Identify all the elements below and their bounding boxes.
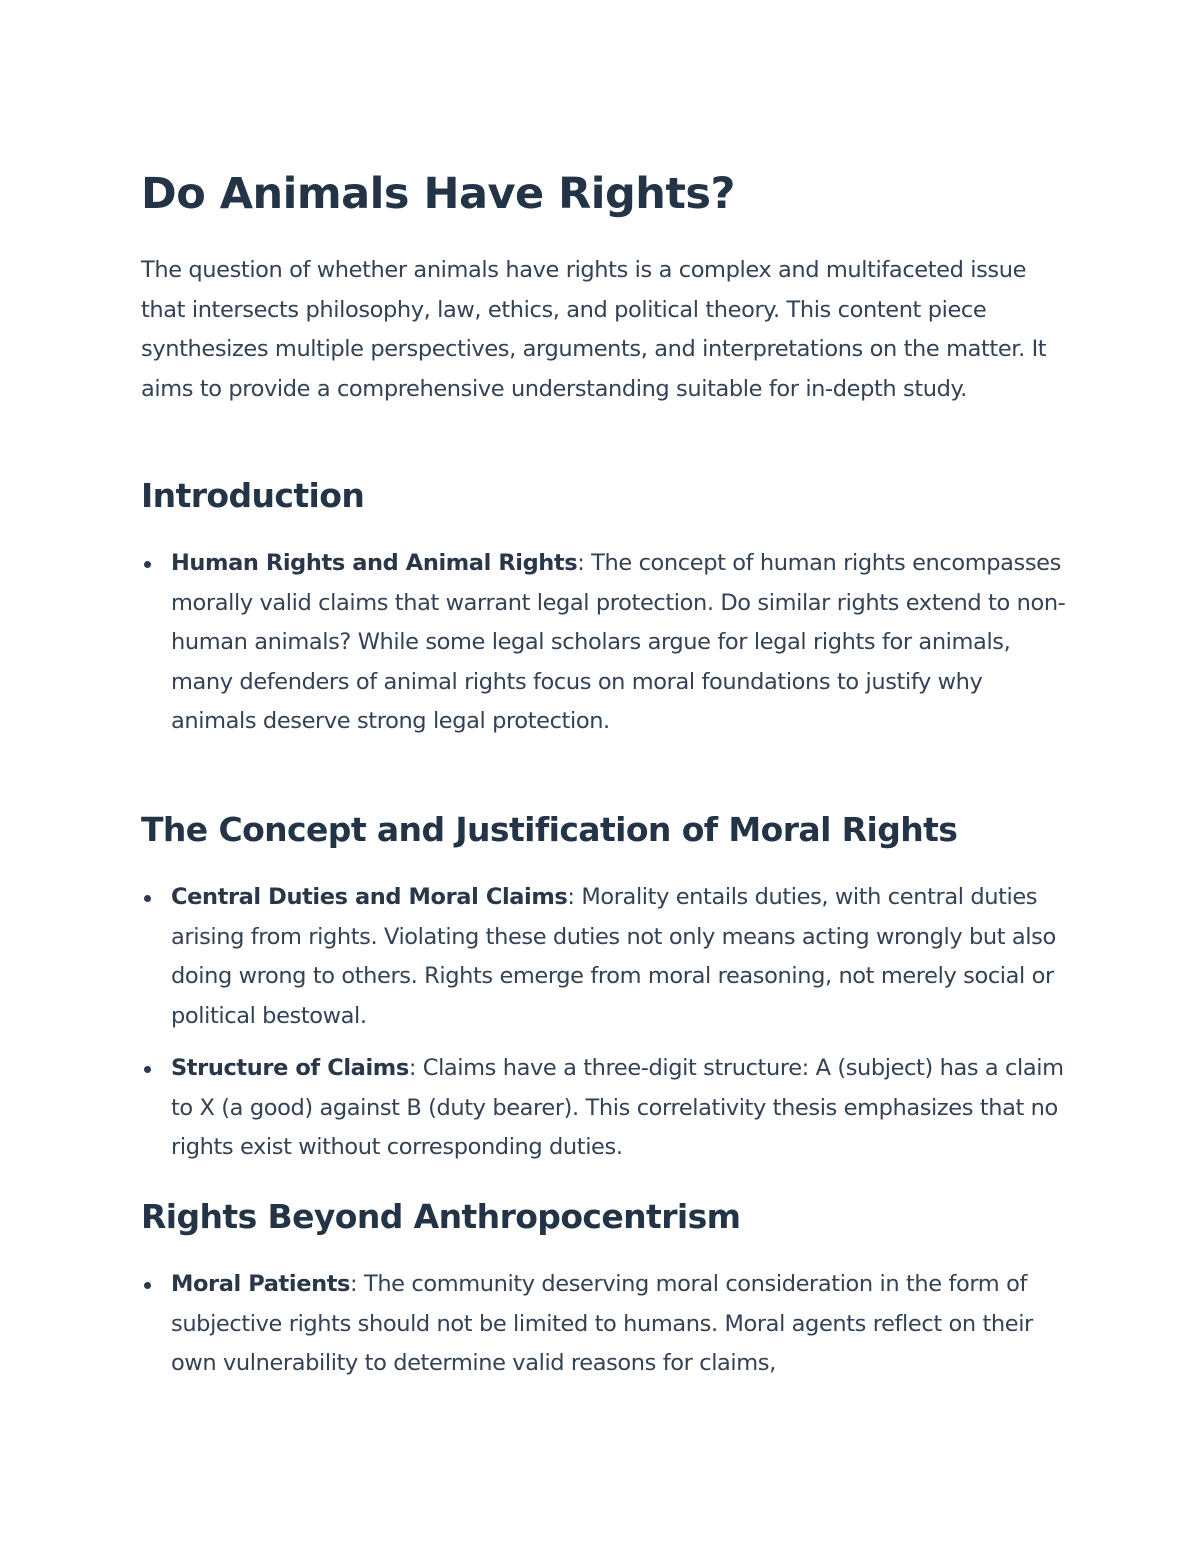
section-heading-introduction: Introduction — [141, 476, 365, 515]
section-list-introduction — [141, 544, 1071, 755]
section-heading-moral-rights: The Concept and Justification of Moral Rights — [141, 810, 958, 849]
list-item-text: : Claims have a three-digit structure: A (subject) has a claim to X (a good) against B (duty bearer). This correlativity thesis emphasizes that no rights exist without corresponding duties. — [171, 1055, 1064, 1160]
list-item — [141, 1049, 1071, 1168]
list-item — [141, 878, 1071, 1036]
list-item-text: : Morality entails duties, with central duties arising from rights. Violating these duties not only means acting wrongly but also doing wrong to others. Rights emerge from moral reasoning, not merely social or political bestowal. — [171, 884, 1056, 1029]
list-item-term: Structure of Claims — [171, 1055, 409, 1081]
list-item-term: Central Duties and Moral Claims — [171, 884, 568, 910]
list-item-text: : The community deserving moral consideration in the form of subjective rights should not be limited to humans. Moral agents reflect on their own vulnerability to determine valid reasons for claims, — [171, 1271, 1033, 1376]
page-title: Do Animals Have Rights? — [141, 169, 735, 219]
list-item-term: Human Rights and Animal Rights — [171, 550, 578, 576]
list-item-term: Moral Patients — [171, 1271, 351, 1297]
list-item — [141, 1265, 1071, 1384]
intro-paragraph: The question of whether animals have rights is a complex and multifaceted issue that intersects philosophy, law, ethics, and political theory. This content piece synthesizes multiple perspectives, arguments, and interpretations on the matter. It aims to provide a comprehensive understanding suitable for in-depth study. — [141, 257, 1047, 402]
section-list-anthropocentrism — [141, 1265, 1071, 1397]
list-item-text: : The concept of human rights encompasses morally valid claims that warrant legal protection. Do similar rights extend to non-human animals? While some legal scholars argue for legal rights for animals, many defenders of animal rights focus on moral foundations to justify why animals deserve strong legal protection. — [171, 550, 1066, 734]
list-item — [141, 544, 1071, 742]
section-list-moral-rights — [141, 878, 1071, 1181]
section-heading-anthropocentrism: Rights Beyond Anthropocentrism — [141, 1197, 741, 1236]
